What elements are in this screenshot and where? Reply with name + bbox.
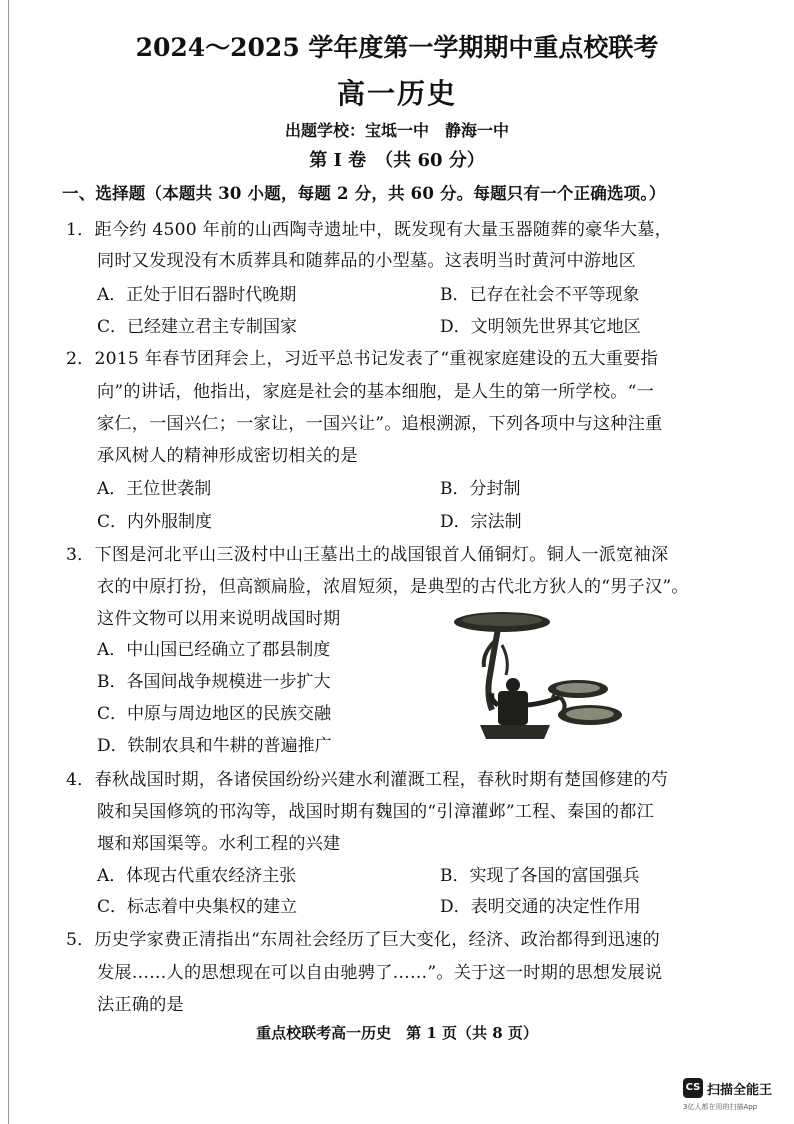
question-1-option-b: B．已存在社会不平等现象 [440, 285, 640, 305]
question-3-stem-line-1: 3．下图是河北平山三汲村中山王墓出土的战国银首人俑铜灯。铜人一派宽袖深 [66, 545, 669, 565]
exam-schools: 出题学校：宝坻一中 静海一中 [284, 121, 509, 140]
bronze-lamp-image [450, 605, 630, 745]
question-3-stem-line-3: 这件文物可以用来说明战国时期 [97, 609, 341, 629]
exam-subject: 高一历史 [336, 77, 457, 110]
question-3-option-c: C．中原与周边地区的民族交融 [97, 704, 332, 724]
question-3-option-b: B．各国间战争规模进一步扩大 [97, 672, 331, 692]
question-2-option-b: B．分封制 [440, 479, 521, 499]
question-5-stem-line-1: 5．历史学家费正清指出“东周社会经历了巨大变化，经济、政治都得到迅速的 [66, 930, 660, 950]
question-4-option-d: D．表明交通的决定性作用 [440, 897, 641, 917]
question-4-option-c: C．标志着中央集权的建立 [97, 897, 298, 917]
question-3-option-a: A．中山国已经确立了郡县制度 [97, 640, 331, 660]
question-2-stem-line-3: 家仁，一国兴仁；一家让，一国兴让”。追根溯源，下列各项中与这种注重 [97, 414, 663, 434]
scanner-app-name: 扫描全能王 [707, 1083, 773, 1098]
question-1-stem-line-2: 同时又发现没有木质葬具和随葬品的小型墓。这表明当时黄河中游地区 [97, 251, 637, 271]
question-5-stem-line-2: 发展……人的思想现在可以自由驰骋了……”。关于这一时期的思想发展说 [97, 963, 663, 983]
question-5-stem-line-3: 法正确的是 [97, 995, 184, 1015]
question-2-option-c: C．内外服制度 [97, 512, 213, 532]
scanner-logo-icon: CS [683, 1078, 703, 1098]
question-4-option-a: A．体现古代重农经济主张 [97, 866, 297, 886]
question-4-stem-line-2: 陂和吴国修筑的邗沟等，战国时期有魏国的“引漳灌邺”工程、秦国的都江 [97, 802, 654, 822]
question-3-stem-line-2: 衣的中原打扮，但高额扁脸，浓眉短须，是典型的古代北方狄人的“男子汉”。 [97, 577, 689, 597]
question-2-stem-line-2: 向”的讲话，他指出，家庭是社会的基本细胞，是人生的第一所学校。“一 [97, 382, 654, 402]
question-4-option-b: B．实现了各国的富国强兵 [440, 866, 640, 886]
question-3-option-d: D．铁制农具和牛耕的普遍推广 [97, 736, 332, 756]
question-4-stem-line-3: 堰和郑国渠等。水利工程的兴建 [97, 834, 341, 854]
volume-heading: 第 Ⅰ 卷 （共 60 分） [309, 150, 485, 171]
question-1-option-d: D．文明领先世界其它地区 [440, 317, 641, 337]
question-4-stem-line-1: 4．春秋战国时期，各诸侯国纷纷兴建水利灌溉工程，春秋时期有楚国修建的芍 [66, 770, 669, 790]
question-1-option-a: A．正处于旧石器时代晚期 [97, 285, 297, 305]
scanner-watermark [683, 1078, 783, 1114]
section-heading: 一、选择题（本题共 30 小题，每题 2 分，共 60 分。每题只有一个正确选项。） [62, 184, 666, 203]
question-2-stem-line-1: 2．2015 年春节团拜会上，习近平总书记发表了“重视家庭建设的五大重要指 [66, 349, 658, 369]
question-1-option-c: C．已经建立君主专制国家 [97, 317, 298, 337]
scanner-tagline: 3亿人都在用的扫描App [683, 1103, 758, 1111]
question-2-option-d: D．宗法制 [440, 512, 522, 532]
exam-title: 2024～2025 学年度第一学期期中重点校联考 [135, 33, 659, 62]
question-1-stem-line-1: 1．距今约 4500 年前的山西陶寺遗址中，既发现有大量玉器随葬的豪华大墓， [66, 220, 673, 240]
question-2-option-a: A．王位世袭制 [97, 479, 212, 499]
page-footer: 重点校联考高一历史 第 1 页（共 8 页） [256, 1024, 538, 1042]
question-2-stem-line-4: 承风树人的精神形成密切相关的是 [97, 446, 358, 466]
